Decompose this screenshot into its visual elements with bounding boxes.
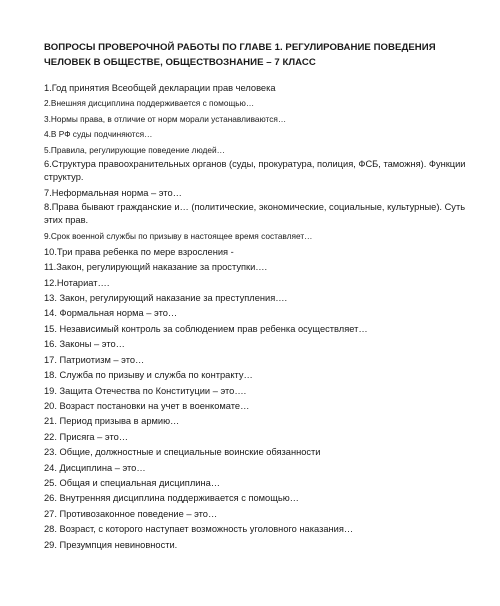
question-item: 7.Неформальная норма – это…: [44, 188, 182, 199]
question-item: 22. Присяга – это…: [44, 431, 129, 442]
question-item: 24. Дисциплина – это…: [44, 462, 146, 473]
question-item: 27. Противозаконное поведение – это…: [44, 508, 218, 519]
question-item: 28. Возраст, с которого наступает возможность уголовного наказания…: [44, 524, 354, 535]
question-item: 15. Независимый контроль за соблюдением прав ребенка осуществляет…: [44, 323, 368, 334]
question-item: 20. Возраст постановки на учет в военкомате…: [44, 400, 250, 411]
question-item: 21. Период призыва в армию…: [44, 416, 180, 427]
question-item: 13. Закон, регулирующий наказание за преступления….: [44, 293, 288, 304]
question-item: 2.Внешняя дисциплина поддерживается с помощью…: [44, 98, 255, 109]
question-item: 1.Год принятия Всеобщей декларации прав человека: [44, 83, 276, 93]
question-item: 4.В РФ суды подчиняются…: [44, 129, 153, 140]
question-item: 6.Структура правоохранительных органов (суды, прокуратура, полиция, ФСБ, таможня). Функции структур.: [44, 159, 466, 183]
question-item: 16. Законы – это…: [44, 339, 125, 350]
question-item: 14. Формальная норма – это…: [44, 308, 178, 319]
question-item: 18. Служба по призыву и служба по контракту…: [44, 370, 253, 381]
question-item: 12.Нотариат….: [44, 277, 110, 288]
question-item: 29. Презумпция невиновности.: [44, 539, 178, 550]
question-list: [44, 81, 478, 553]
question-item: 5.Правила, регулирующие поведение людей…: [44, 144, 225, 155]
question-item: 17. Патриотизм – это…: [44, 354, 145, 365]
question-item: 23. Общие, должностные и специальные воинские обязанности: [44, 447, 321, 458]
question-item: 10.Три права ребенка по мере взросления -: [44, 246, 234, 257]
question-item: 9.Срок военной службы по призыву в настоящее время составляет…: [44, 231, 313, 242]
question-item: 19. Защита Отечества по Конституции – это….: [44, 385, 247, 396]
question-item: 11.Закон, регулирующий наказание за проступки….: [44, 262, 268, 273]
question-item: 25. Общая и специальная дисциплина…: [44, 477, 221, 488]
document-title: ВОПРОСЫ ПРОВЕРОЧНОЙ РАБОТЫ ПО ГЛАВЕ 1. РЕГУЛИРОВАНИЕ ПОВЕДЕНИЯ ЧЕЛОВЕК В ОБЩЕСТВЕ, ОБЩЕСТВОЗНАНИЕ – 7 КЛАСС: [44, 42, 436, 68]
question-item: 3.Нормы права, в отличие от норм морали устанавливаются…: [44, 113, 287, 124]
question-item: 26. Внутренняя дисциплина поддерживается с помощью…: [44, 493, 299, 504]
question-item: 8.Права бывают гражданские и… (политические, экономические, социальные, культурные). Суть этих прав.: [44, 202, 466, 226]
